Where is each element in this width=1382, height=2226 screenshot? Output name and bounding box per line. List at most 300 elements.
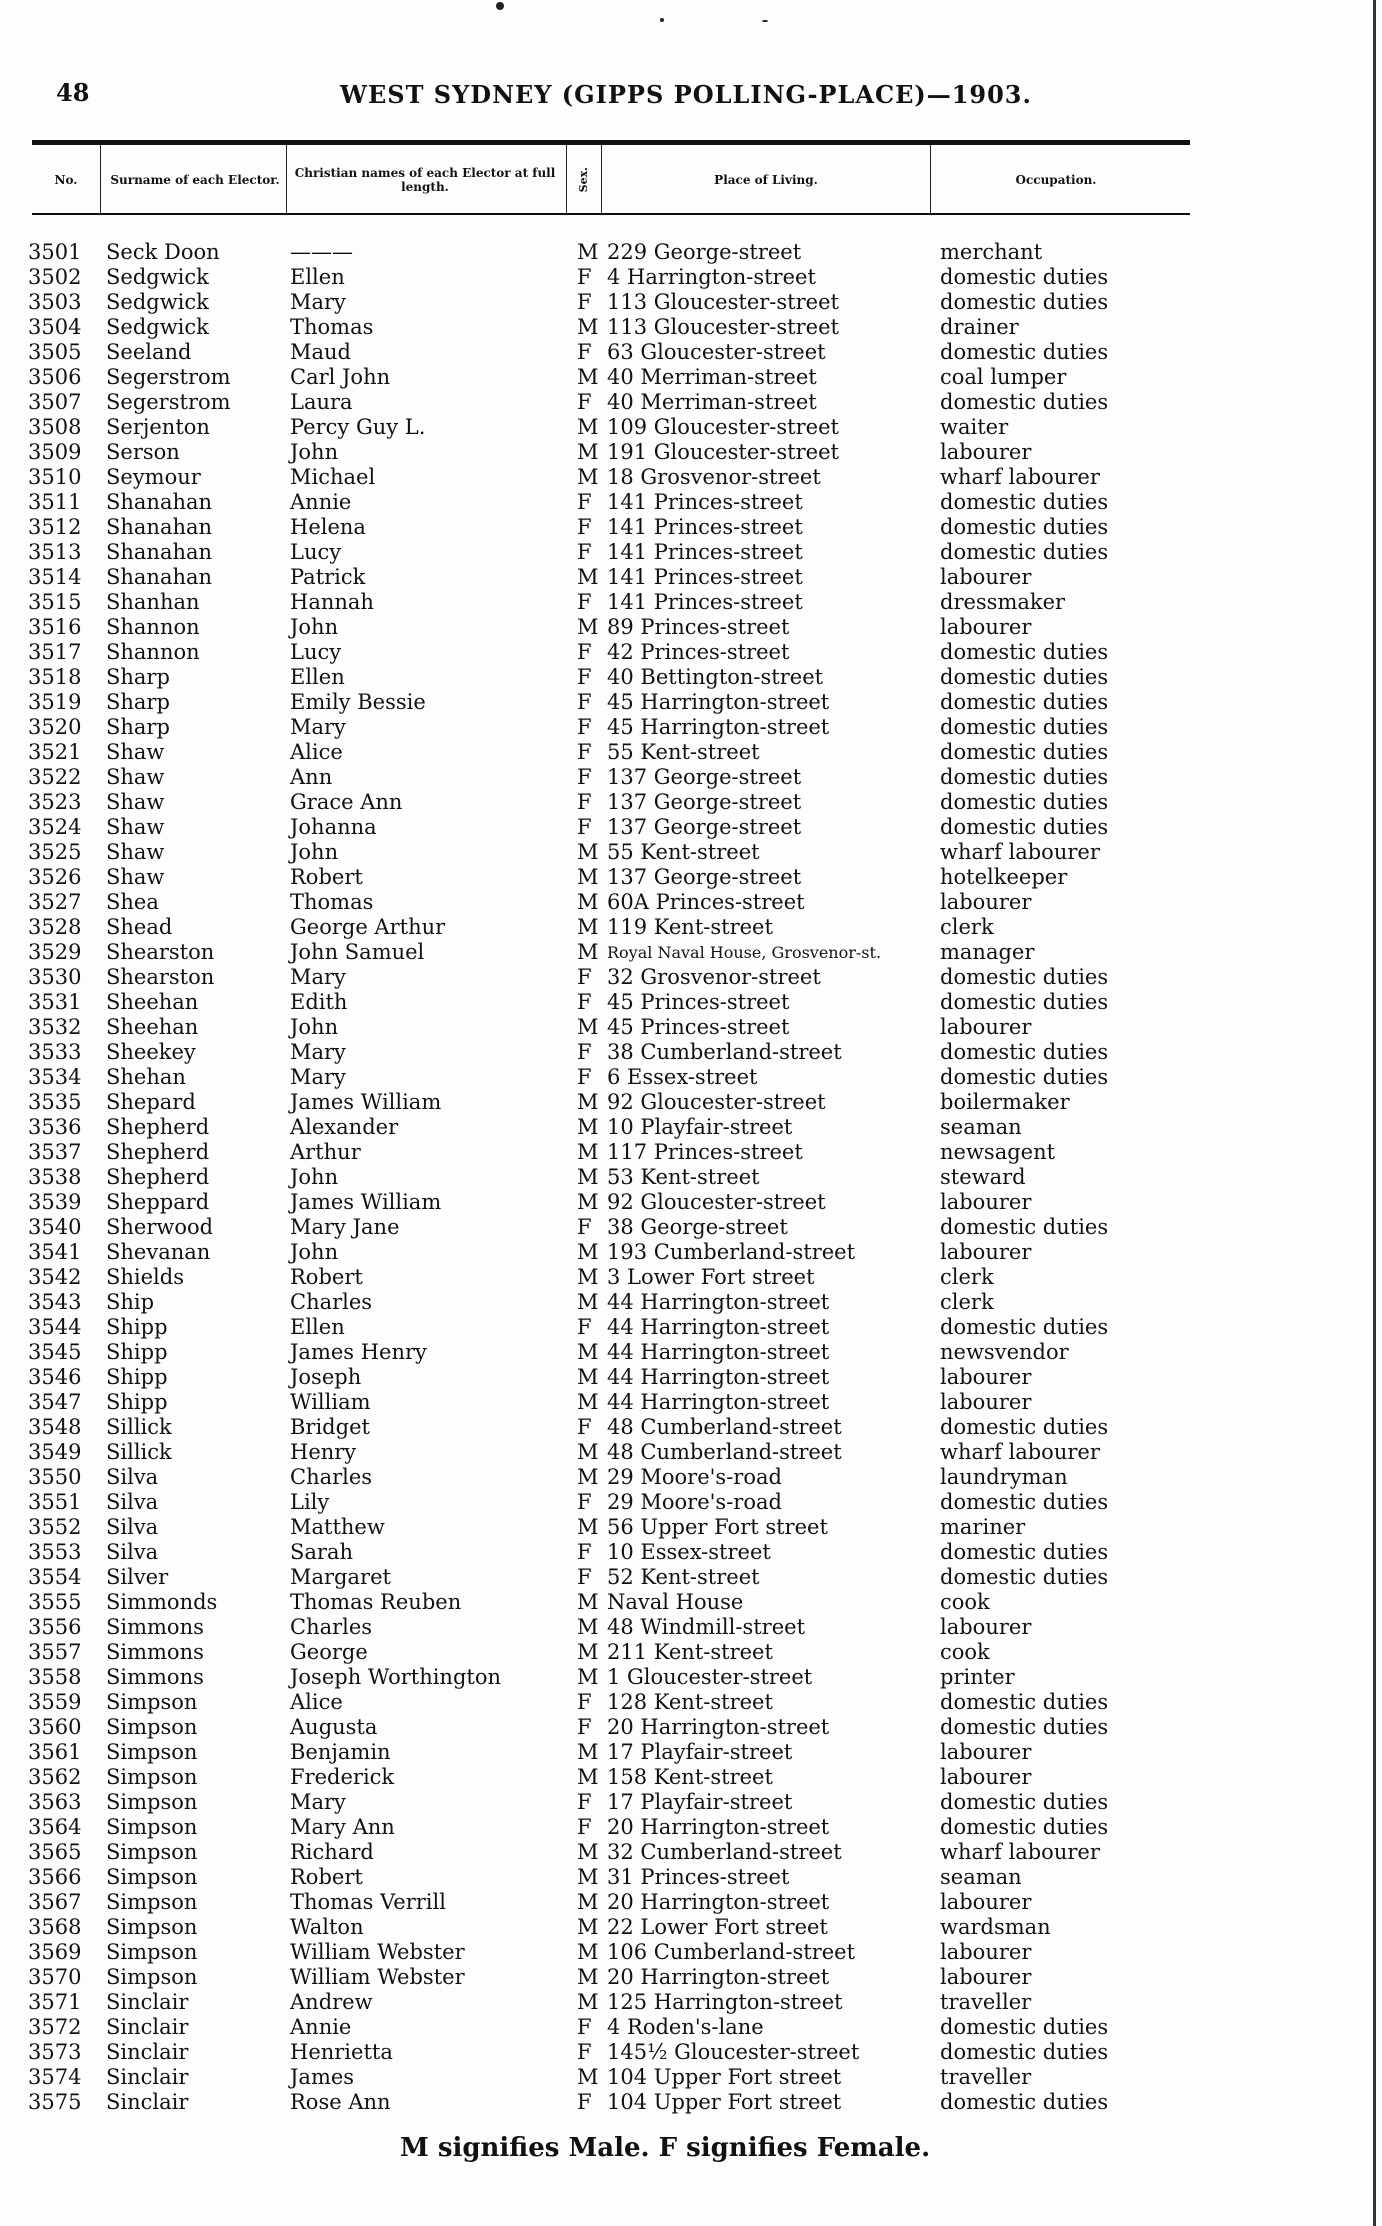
elector-occupation: mariner [940,1515,1026,1539]
elector-sex: M [577,440,599,464]
elector-place-of-living: 137 George-street [607,765,802,789]
elector-number: 3560 [28,1715,82,1739]
elector-occupation: domestic duties [940,990,1109,1014]
elector-place-of-living: 141 Princes-street [607,590,803,614]
elector-number: 3528 [28,915,82,939]
elector-number: 3512 [28,515,82,539]
elector-occupation: newsvendor [940,1340,1069,1364]
elector-place-of-living: 113 Gloucester-street [607,290,839,314]
elector-christian-names: Robert [290,865,363,889]
elector-sex: M [577,1940,599,1964]
elector-christian-names: Mary [290,965,346,989]
elector-place-of-living: 92 Gloucester-street [607,1090,826,1114]
elector-list [0,240,1382,2115]
elector-sex: F [577,290,592,314]
elector-sex: M [577,1365,599,1389]
elector-sex: M [577,1965,599,1989]
elector-place-of-living: 104 Upper Fort street [607,2065,842,2089]
elector-place-of-living: 60A Princes-street [607,890,805,914]
table-row [0,1215,1382,1240]
elector-surname: Shanahan [106,490,213,514]
table-row [0,340,1382,365]
elector-sex: M [577,1740,599,1764]
table-row [0,965,1382,990]
elector-sex: F [577,1690,592,1714]
elector-christian-names: Alice [290,1690,343,1714]
elector-surname: Serson [106,440,180,464]
elector-number: 3550 [28,1465,82,1489]
table-row [0,1440,1382,1465]
page-number: 48 [56,78,90,107]
elector-occupation: domestic duties [940,1415,1109,1439]
elector-number: 3516 [28,615,82,639]
elector-occupation: labourer [940,1615,1032,1639]
table-row [0,1915,1382,1940]
elector-occupation: domestic duties [940,540,1109,564]
elector-place-of-living: Royal Naval House, Grosvenor-st. [607,943,882,962]
elector-surname: Simmons [106,1640,204,1664]
elector-sex: F [577,990,592,1014]
elector-surname: Silva [106,1490,159,1514]
elector-occupation: domestic duties [940,1540,1109,1564]
table-row [0,565,1382,590]
elector-occupation: domestic duties [940,765,1109,789]
elector-surname: Shearston [106,940,215,964]
elector-occupation: wharf labourer [940,840,1100,864]
elector-place-of-living: 38 Cumberland-street [607,1040,842,1064]
elector-surname: Shipp [106,1315,168,1339]
elector-place-of-living: 42 Princes-street [607,640,790,664]
elector-sex: F [577,490,592,514]
elector-occupation: domestic duties [940,790,1109,814]
elector-christian-names: Robert [290,1265,363,1289]
elector-surname: Simpson [106,1690,198,1714]
elector-occupation: domestic duties [940,2040,1109,2064]
table-row [0,1865,1382,1890]
table-row [0,365,1382,390]
elector-sex: F [577,390,592,414]
elector-place-of-living: 44 Harrington-street [607,1365,830,1389]
elector-place-of-living: 20 Harrington-street [607,1965,830,1989]
elector-christian-names: Thomas [290,315,374,339]
elector-sex: F [577,690,592,714]
elector-number: 3542 [28,1265,82,1289]
elector-surname: Shaw [106,840,165,864]
elector-christian-names: William Webster [290,1965,465,1989]
elector-surname: Shipp [106,1340,168,1364]
elector-surname: Shanahan [106,540,213,564]
elector-sex: F [577,2015,592,2039]
elector-place-of-living: 20 Harrington-street [607,1715,830,1739]
col-header-place: Place of Living. [714,173,818,187]
elector-occupation: domestic duties [940,1215,1109,1239]
elector-number: 3539 [28,1190,82,1214]
table-row [0,1765,1382,1790]
col-header-occupation: Occupation. [1015,173,1097,187]
table-row [0,1590,1382,1615]
elector-number: 3534 [28,1065,82,1089]
col-header-christian: Christian names of each Elector at full length. [294,166,556,194]
elector-occupation: clerk [940,915,994,939]
elector-occupation: labourer [940,1015,1032,1039]
elector-place-of-living: 44 Harrington-street [607,1390,830,1414]
elector-number: 3524 [28,815,82,839]
elector-sex: F [577,1540,592,1564]
elector-surname: Simpson [106,1740,198,1764]
elector-occupation: domestic duties [940,1565,1109,1589]
elector-surname: Simpson [106,1890,198,1914]
elector-place-of-living: 32 Cumberland-street [607,1840,842,1864]
elector-christian-names: Lucy [290,640,342,664]
elector-occupation: waiter [940,415,1009,439]
elector-number: 3521 [28,740,82,764]
elector-number: 3509 [28,440,82,464]
elector-surname: Simpson [106,1815,198,1839]
elector-sex: F [577,1415,592,1439]
elector-surname: Segerstrom [106,390,231,414]
elector-christian-names: Thomas Reuben [290,1590,462,1614]
elector-surname: Shearston [106,965,215,989]
elector-number: 3547 [28,1390,82,1414]
elector-surname: Shepherd [106,1140,210,1164]
elector-christian-names: Ann [290,765,333,789]
elector-place-of-living: Naval House [607,1590,744,1614]
elector-place-of-living: 22 Lower Fort street [607,1915,828,1939]
elector-sex: F [577,1815,592,1839]
table-row [0,490,1382,515]
elector-number: 3504 [28,315,82,339]
elector-place-of-living: 117 Princes-street [607,1140,803,1164]
elector-number: 3503 [28,290,82,314]
elector-number: 3520 [28,715,82,739]
elector-sex: F [577,515,592,539]
elector-christian-names: Annie [290,2015,352,2039]
table-row [0,2065,1382,2090]
elector-place-of-living: 145½ Gloucester-street [607,2040,860,2064]
elector-place-of-living: 18 Grosvenor-street [607,465,821,489]
elector-christian-names: Mary [290,290,346,314]
elector-number: 3502 [28,265,82,289]
elector-surname: Sinclair [106,2015,189,2039]
elector-sex: M [577,1240,599,1264]
elector-number: 3541 [28,1240,82,1264]
elector-christian-names: Grace Ann [290,790,403,814]
sex-legend-footer: M signifies Male. F signifies Female. [400,2133,931,2163]
table-row [0,865,1382,890]
elector-surname: Shanahan [106,515,213,539]
elector-number: 3518 [28,665,82,689]
col-header-sex-label: Sex. [577,167,590,193]
elector-place-of-living: 48 Windmill-street [607,1615,806,1639]
table-row [0,715,1382,740]
elector-sex: M [577,1140,599,1164]
elector-number: 3563 [28,1790,82,1814]
elector-surname: Shaw [106,765,165,789]
elector-number: 3536 [28,1115,82,1139]
table-row [0,540,1382,565]
elector-sex: M [577,1640,599,1664]
elector-surname: Shevanan [106,1240,211,1264]
table-row [0,1990,1382,2015]
elector-christian-names: Augusta [290,1715,378,1739]
elector-surname: Shepherd [106,1115,210,1139]
table-row [0,1140,1382,1165]
elector-surname: Sharp [106,690,170,714]
elector-number: 3543 [28,1290,82,1314]
elector-christian-names: Annie [290,490,352,514]
elector-sex: M [577,465,599,489]
elector-surname: Simpson [106,1715,198,1739]
elector-number: 3510 [28,465,82,489]
elector-number: 3540 [28,1215,82,1239]
elector-sex: M [577,1515,599,1539]
table-row [0,1965,1382,1990]
elector-number: 3573 [28,2040,82,2064]
table-row [0,465,1382,490]
elector-number: 3557 [28,1640,82,1664]
elector-sex: M [577,240,599,264]
elector-christian-names: Johanna [290,815,377,839]
elector-sex: F [577,1715,592,1739]
elector-surname: Shannon [106,615,200,639]
elector-sex: M [577,315,599,339]
elector-place-of-living: 104 Upper Fort street [607,2090,842,2114]
elector-sex: F [577,590,592,614]
table-row [0,1015,1382,1040]
elector-occupation: domestic duties [940,1065,1109,1089]
elector-number: 3569 [28,1940,82,1964]
elector-christian-names: John [290,440,339,464]
elector-number: 3564 [28,1815,82,1839]
elector-place-of-living: 10 Playfair-street [607,1115,793,1139]
elector-number: 3551 [28,1490,82,1514]
elector-surname: Shaw [106,790,165,814]
elector-place-of-living: 31 Princes-street [607,1865,790,1889]
elector-christian-names: Ellen [290,1315,345,1339]
elector-sex: M [577,1190,599,1214]
elector-place-of-living: 20 Harrington-street [607,1890,830,1914]
elector-christian-names: John Samuel [290,940,425,964]
elector-number: 3506 [28,365,82,389]
elector-christian-names: Frederick [290,1765,395,1789]
elector-place-of-living: 128 Kent-street [607,1690,773,1714]
elector-place-of-living: 38 George-street [607,1215,788,1239]
elector-place-of-living: 211 Kent-street [607,1640,773,1664]
elector-christian-names: Hannah [290,590,374,614]
elector-sex: M [577,890,599,914]
elector-occupation: laundryman [940,1465,1068,1489]
ink-speck [660,18,664,22]
elector-christian-names: Maud [290,340,351,364]
elector-sex: F [577,1065,592,1089]
table-row [0,915,1382,940]
elector-surname: Serjenton [106,415,210,439]
elector-place-of-living: 45 Princes-street [607,990,790,1014]
elector-surname: Sedgwick [106,315,209,339]
elector-christian-names: Robert [290,1865,363,1889]
elector-place-of-living: 141 Princes-street [607,515,803,539]
elector-place-of-living: 63 Gloucester-street [607,340,826,364]
table-row [0,1540,1382,1565]
elector-surname: Shipp [106,1390,168,1414]
elector-christian-names: Edith [290,990,348,1014]
elector-christian-names: John [290,840,339,864]
table-row [0,940,1382,965]
elector-sex: M [577,1290,599,1314]
table-row [0,1415,1382,1440]
table-row [0,390,1382,415]
elector-occupation: labourer [940,1765,1032,1789]
elector-sex: M [577,1115,599,1139]
elector-christian-names: John [290,1240,339,1264]
elector-occupation: domestic duties [940,740,1109,764]
elector-surname: Seeland [106,340,192,364]
table-row [0,815,1382,840]
elector-sex: M [577,1590,599,1614]
elector-number: 3545 [28,1340,82,1364]
elector-occupation: printer [940,1665,1015,1689]
elector-surname: Sillick [106,1440,172,1464]
elector-surname: Simpson [106,1965,198,1989]
elector-surname: Simpson [106,1765,198,1789]
elector-place-of-living: 141 Princes-street [607,540,803,564]
elector-number: 3511 [28,490,82,514]
elector-christian-names: Mary Ann [290,1815,395,1839]
elector-surname: Sheekey [106,1040,196,1064]
elector-occupation: manager [940,940,1035,964]
elector-sex: M [577,415,599,439]
elector-occupation: labourer [940,615,1032,639]
elector-sex: M [577,1015,599,1039]
elector-surname: Simmons [106,1615,204,1639]
elector-sex: M [577,365,599,389]
elector-number: 3537 [28,1140,82,1164]
table-row [0,665,1382,690]
elector-christian-names: Arthur [290,1140,361,1164]
elector-place-of-living: 125 Harrington-street [607,1990,843,2014]
elector-place-of-living: 4 Roden's-lane [607,2015,764,2039]
elector-christian-names: George [290,1640,368,1664]
elector-place-of-living: 45 Princes-street [607,1015,790,1039]
elector-christian-names: Rose Ann [290,2090,391,2114]
table-row [0,1065,1382,1090]
elector-sex: F [577,1790,592,1814]
elector-occupation: boilermaker [940,1090,1070,1114]
table-row [0,1265,1382,1290]
elector-christian-names: Charles [290,1615,373,1639]
elector-place-of-living: 29 Moore's-road [607,1465,782,1489]
elector-surname: Sinclair [106,2065,189,2089]
elector-place-of-living: 193 Cumberland-street [607,1240,856,1264]
elector-number: 3561 [28,1740,82,1764]
elector-place-of-living: 106 Cumberland-street [607,1940,856,1964]
elector-sex: M [577,1765,599,1789]
elector-place-of-living: 141 Princes-street [607,565,803,589]
elector-occupation: domestic duties [940,265,1109,289]
elector-surname: Sedgwick [106,290,209,314]
elector-place-of-living: 29 Moore's-road [607,1490,782,1514]
elector-surname: Shaw [106,815,165,839]
elector-surname: Shaw [106,865,165,889]
elector-sex: F [577,1565,592,1589]
table-row [0,990,1382,1015]
elector-occupation: coal lumper [940,365,1067,389]
table-row [0,1165,1382,1190]
table-row [0,590,1382,615]
elector-christian-names: Henry [290,1440,357,1464]
elector-occupation: dressmaker [940,590,1066,614]
elector-number: 3532 [28,1015,82,1039]
elector-place-of-living: 40 Merriman-street [607,390,817,414]
elector-christian-names: Walton [290,1915,364,1939]
elector-sex: M [577,1840,599,1864]
elector-occupation: domestic duties [940,515,1109,539]
elector-occupation: domestic duties [940,1815,1109,1839]
elector-surname: Silver [106,1565,169,1589]
elector-place-of-living: 45 Harrington-street [607,690,830,714]
elector-number: 3562 [28,1765,82,1789]
elector-christian-names: Lily [290,1490,330,1514]
table-row [0,690,1382,715]
elector-place-of-living: 89 Princes-street [607,615,790,639]
elector-sex: M [577,1890,599,1914]
ink-speck [762,20,768,22]
elector-christian-names: Ellen [290,665,345,689]
table-row [0,790,1382,815]
elector-christian-names: Thomas Verrill [290,1890,446,1914]
elector-christian-names: Mary [290,1040,346,1064]
table-row [0,315,1382,340]
elector-occupation: domestic duties [940,690,1109,714]
elector-number: 3567 [28,1890,82,1914]
elector-sex: M [577,865,599,889]
elector-surname: Silva [106,1465,159,1489]
elector-surname: Shepard [106,1090,196,1114]
elector-occupation: labourer [940,1240,1032,1264]
elector-sex: M [577,1615,599,1639]
elector-number: 3525 [28,840,82,864]
elector-occupation: labourer [940,1740,1032,1764]
elector-occupation: steward [940,1165,1026,1189]
elector-occupation: labourer [940,1965,1032,1989]
header-bottom-rule [32,213,1190,215]
elector-sex: F [577,640,592,664]
elector-occupation: seaman [940,1115,1022,1139]
elector-surname: Seymour [106,465,201,489]
table-row [0,440,1382,465]
table-row [0,740,1382,765]
elector-number: 3559 [28,1690,82,1714]
elector-number: 3529 [28,940,82,964]
elector-christian-names: Lucy [290,540,342,564]
elector-sex: F [577,1490,592,1514]
elector-sex: M [577,1465,599,1489]
elector-sex: F [577,540,592,564]
elector-surname: Sharp [106,665,170,689]
elector-occupation: domestic duties [940,2015,1109,2039]
elector-surname: Simpson [106,1915,198,1939]
elector-sex: F [577,965,592,989]
elector-occupation: domestic duties [940,815,1109,839]
elector-surname: Segerstrom [106,365,231,389]
table-row [0,415,1382,440]
elector-surname: Sinclair [106,1990,189,2014]
elector-christian-names: John [290,1165,339,1189]
elector-occupation: domestic duties [940,1790,1109,1814]
elector-christian-names: Mary [290,715,346,739]
elector-place-of-living: 141 Princes-street [607,490,803,514]
elector-christian-names: Alice [290,740,343,764]
